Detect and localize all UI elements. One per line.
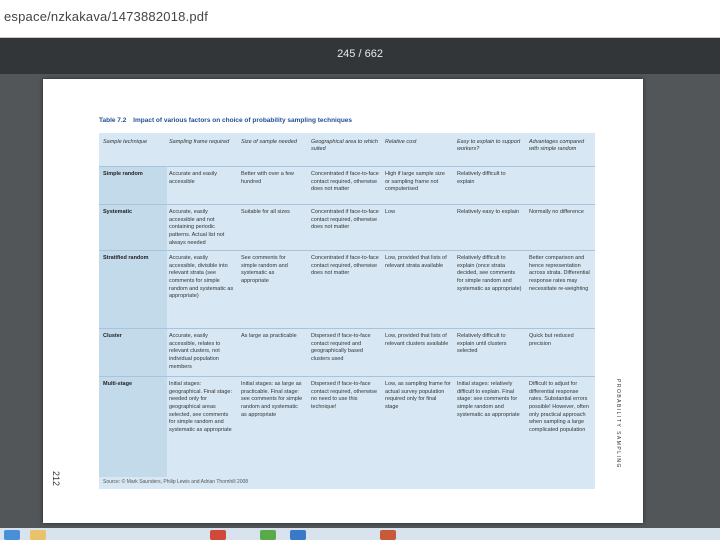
table-cell: Normally no difference [529, 209, 584, 215]
table-number: Table 7.2 [99, 117, 127, 124]
pdf-page [43, 79, 643, 523]
pdf-toolbar [0, 38, 720, 74]
table-caption [99, 117, 352, 124]
header-cell: Easy to explain to support workers? [457, 139, 521, 153]
technique-cell: Systematic [103, 209, 133, 215]
table-cell: Concentrated if face-to-face contact required, otherwise does not matter [311, 171, 379, 193]
table-cell: Better with over a few hundred [241, 171, 294, 185]
header-cell: Size of sample needed [241, 139, 297, 145]
table-cell: Difficult to adjust for differential response rates. Substantial errors possible! However, often only practical approach when sampling a large complicated population [529, 381, 589, 434]
sampling-table [99, 133, 595, 489]
table-source: Source: © Mark Saunders, Philip Lewis and Adrian Thornhill 2008 [103, 479, 249, 485]
table-cell: High if large sample size or sampling frame not computerised [385, 171, 445, 193]
table-cell: Low, as sampling frame for actual survey population required only for final stage [385, 381, 451, 411]
table-row [99, 167, 595, 205]
header-cell: Advantages compared with simple random [529, 139, 585, 153]
app-icon[interactable] [210, 530, 226, 540]
table-cell: Initial stages: relatively difficult to explain. Final stage: see comments for simple random and systematic as appropriate [457, 381, 520, 418]
table-cell: Low, provided that lists of relevant strata available [385, 255, 447, 269]
header-cell: Geographical area to which suited [311, 139, 378, 153]
table-cell: Relatively easy to explain [457, 209, 520, 215]
start-icon[interactable] [4, 530, 20, 540]
table-cell: Accurate and easily accessible [169, 171, 217, 185]
table-cell: Low, provided that lists of relevant clusters available [385, 333, 449, 347]
table-row [99, 205, 595, 251]
table-cell: Better comparison and hence representation across strata. Differential response rates may necessitate re-weighting [529, 255, 590, 292]
table-title: Impact of various factors on choice of probability sampling techniques [133, 117, 353, 124]
url-text[interactable]: espace/nzkakava/1473882018.pdf [4, 9, 209, 24]
table-cell: Accurate, easily accessible and not containing periodic patterns. Actual list not always needed [169, 209, 225, 246]
table-cell: Initial stages: geographical. Final stage: needed only for geographical areas selected, see comments for simple random and systematic as appropriate [169, 381, 232, 434]
technique-cell: Multi-stage [103, 381, 133, 387]
table-cell: Relatively difficult to explain (once strata decided, see comments for simple random and systematic as appropriate) [457, 255, 522, 292]
technique-cell: Cluster [103, 333, 122, 339]
address-bar[interactable] [0, 0, 720, 38]
table-cell: Dispersed if face-to-face contact required, otherwise no need to use this technique! [311, 381, 378, 411]
header-cell: Relative cost [385, 139, 417, 145]
taskbar [0, 528, 720, 540]
table-row [99, 377, 595, 477]
table-cell: Initial stages: as large as practicable. Final stage: see comments for simple random and systematic as appropriate [241, 381, 303, 418]
header-cell: Sample technique [103, 139, 148, 145]
folder-icon[interactable] [30, 530, 46, 540]
table-cell: See comments for simple random and systematic as appropriate [241, 255, 288, 285]
page-number: 212 [51, 471, 61, 487]
running-head: PROBABILITY SAMPLING [615, 379, 621, 469]
table-cell: Relatively difficult to explain until clusters selected [457, 333, 507, 355]
technique-cell: Simple random [103, 171, 143, 177]
table-cell: Concentrated if face-to-face contact required, otherwise does not matter [311, 255, 379, 277]
table-row [99, 251, 595, 329]
header-cell: Sampling frame required [169, 139, 230, 145]
page-indicator[interactable]: 245 / 662 [337, 48, 383, 60]
table-cell: Suitable for all sizes [241, 209, 290, 215]
app-icon[interactable] [260, 530, 276, 540]
table-cell: Concentrated if face-to-face contact required, otherwise does not matter [311, 209, 379, 231]
table-cell: Accurate, easily accessible, relates to relevant clusters, not individual population members [169, 333, 221, 370]
app-icon[interactable] [290, 530, 306, 540]
table-cell: Relatively difficult to explain [457, 171, 506, 185]
table-cell: Dispersed if face-to-face contact required and geographically based clusters used [311, 333, 371, 363]
technique-cell: Stratified random [103, 255, 149, 261]
table-cell: Quick but reduced precision [529, 333, 574, 347]
table-cell: Low [385, 209, 396, 215]
table-cell: Accurate, easily accessible, divisible into relevant strata (see comments for simple random and systematic as appropriate) [169, 255, 234, 300]
app-icon[interactable] [380, 530, 396, 540]
table-header-row [99, 133, 595, 167]
table-cell: As large as practicable [241, 333, 297, 339]
table-row [99, 329, 595, 377]
